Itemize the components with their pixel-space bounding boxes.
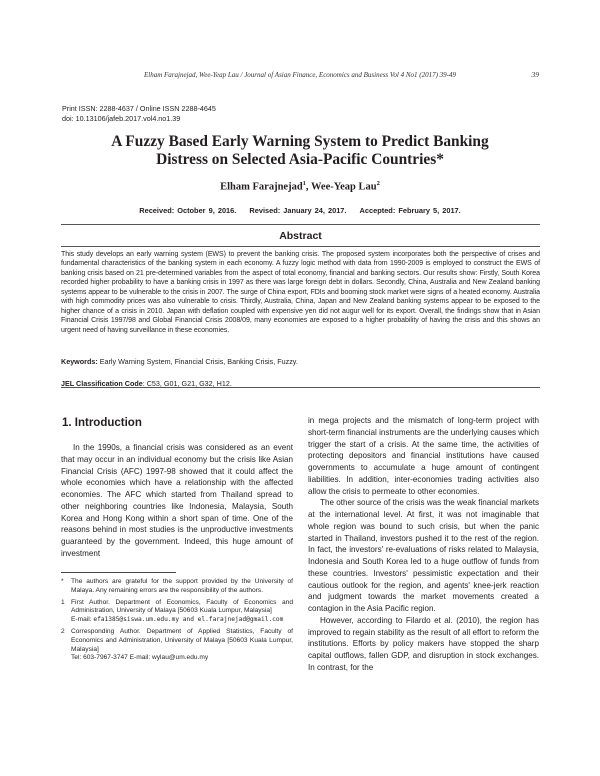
- submission-dates: [60, 206, 540, 215]
- footnote-1-text: First Author. Department of Economics, Faculty of Economics and Administration, University of Malaya [50603 Kuala Lumpur, Malaysia]: [71, 598, 293, 615]
- footnotes: [61, 578, 293, 666]
- right-column: [308, 415, 539, 674]
- abstract-top-rule: [61, 224, 540, 225]
- footnote-1-email-label: E-mail:: [71, 616, 94, 624]
- intro-paragraph-1: In the 1990s, a financial crisis was considered as an event that may occur in an individual economy but the crisis like Asian Financial Crisis (AFC) 1997-98 showed that it could affect the whole economies which have a relationship with the affected economies. The AFC which started from Thailand spread to other neighboring countries like Indonesia, Malaysia, South Korea and Hong Kong within a short span of time. One of the reasons behind in most studies is the unproductive investments guaranteed by the government. Indeed, this huge amount of investment: [61, 443, 293, 558]
- author-separator: ,: [305, 181, 311, 193]
- intro-paragraph-1-continued: in mega projects and the mismatch of long-term project with short-term financial instruments are the underlying causes which trigger the start of a crisis. At the same time, the activities of protecting depositors and financial institutions have caused governments to accumulate a huge amount of contingent liabilities. In addition, inter-economies trading activities also allow the crisis to permeate to other economies.: [308, 416, 539, 496]
- abstract-heading: Abstract: [279, 230, 322, 242]
- abstract-section: [61, 224, 540, 398]
- author-1: Elham Farajnejad: [220, 181, 303, 193]
- revised-date: Revised: January 24, 2017.: [249, 206, 347, 215]
- abstract-heading-rule: [61, 246, 540, 247]
- running-head: Elham Farajnejad, Wee-Yeap Lau / Journal of Asian Finance, Economics and Business Vol 4 No1 (2017) 39-49: [144, 71, 456, 79]
- intro-paragraph-2: The other source of the crisis was the weak financial markets at the international level. At first, it was not imaginable that whole region was bound to such crisis, but when the panic started in Thailand, investors pushed it to the rest of the region. In fact, the investors' re-evaluations of risks related to Malaysia, Indonesia and South Korea led to a huge outflow of funds from these countries. Investors' pessimistic expectation and their cautious outlook for the region, and agents' knee-jerk reaction and judgment towards the market movements created a contagion in the Asia Pacific region.: [308, 498, 539, 613]
- left-column: [61, 442, 293, 560]
- footnote-1-email[interactable]: efa1385@siswa.um.edu.my and el.farajnejad@gmail.com: [93, 616, 284, 624]
- paper-title: [60, 133, 540, 169]
- received-date: Received: October 9, 2016.: [139, 206, 237, 215]
- footnote-2: [61, 628, 293, 663]
- jel-label: JEL Classification Code: [61, 379, 143, 388]
- author-list: [60, 180, 540, 193]
- footnote-2-contact[interactable]: Tel: 603-7967-3747 E-mail: wylau@um.edu.my: [71, 654, 209, 662]
- section-heading-introduction: 1. Introduction: [62, 417, 142, 429]
- title-line-2: Distress on Selected Asia-Pacific Countries*: [156, 151, 444, 168]
- footnote-acknowledgement: [61, 578, 293, 596]
- doi-line[interactable]: doi: 10.13106/jafeb.2017.vol4.no1.39: [62, 113, 181, 123]
- author-2: Wee-Yeap Lau: [310, 181, 377, 193]
- page-number: 39: [531, 70, 539, 79]
- author-1-affiliation-mark: 1: [302, 180, 306, 187]
- footnote-2-mark: 2: [61, 627, 65, 635]
- intro-paragraph-3: However, according to Filardo et al. (2010), the region has improved to regain stability as the result of all effort to reform the institutions. Efforts by policy makers have stopped the sharp capital outflows, fallen GDP, and disruption in stock exchanges. In contrast, for the: [308, 615, 539, 672]
- keywords-text: Early Warning System, Financial Crisis, Banking Crisis, Fuzzy.: [97, 357, 298, 366]
- footnote-star-mark: *: [61, 578, 64, 585]
- abstract-body: This study develops an early warning system (EWS) to prevent the banking crisis. The proposed system incorporates both the perspective of crises and fundamental characteristics of the banking system in each economy. A fuzzy logic method with data from 1990-2009 is employed to construct the EWS of banking crisis based on 21 pre-determined variables from the aspect of total economy, financial and banking sectors. Our results show: Firstly, South Korea recorded higher probability to have a banking crisis in 1997 as there was large foreign debt in dollars. Secondly, China, Australia and New Zealand banking systems appear to be vulnerable to the crisis in 2007. The surge of China export, FDIs and booming stock market were signs of a heated economy. Australia with high commodity prices was also vulnerable to crisis. Thirdly, Australia, China, Japan and New Zealand banking systems appear to be exposed to the higher chance of a crisis in 2010. Japan with deflation coupled with expensive yen did not augur well for its export. Overall, the findings show that in Asian Financial Crisis 1997/98 and Global Financial Crisis 2008/09, many economies are exposed to a higher probability of having the crisis and this shows an urgent need of having surveillance in these economies.: [61, 251, 540, 334]
- accepted-date: Accepted: February 5, 2017.: [359, 206, 461, 215]
- footnote-1-mark: 1: [61, 598, 65, 606]
- footnote-2-text: Corresponding Author. Department of Applied Statistics, Faculty of Economics and Administration, University of Malaya [50603 Kuala Lumpur, Malaysia]: [71, 627, 293, 653]
- footnote-star-text: The authors are grateful for the support provided by the University of Malaya. Any remaining errors are the responsibility of the authors.: [71, 578, 293, 594]
- jel-codes: [61, 379, 540, 388]
- issn-line: Print ISSN: 2288-4637 / Online ISSN 2288-4645: [62, 104, 216, 113]
- footnote-divider: [61, 572, 176, 573]
- footnote-1: [61, 599, 293, 625]
- author-2-affiliation-mark: 2: [376, 180, 380, 187]
- keywords: [61, 357, 540, 366]
- publication-info: [62, 104, 216, 123]
- keywords-label: Keywords:: [61, 357, 98, 366]
- jel-text: : C53, G01, G21, G32, H12.: [142, 379, 232, 388]
- title-line-1: A Fuzzy Based Early Warning System to Predict Banking: [111, 133, 489, 150]
